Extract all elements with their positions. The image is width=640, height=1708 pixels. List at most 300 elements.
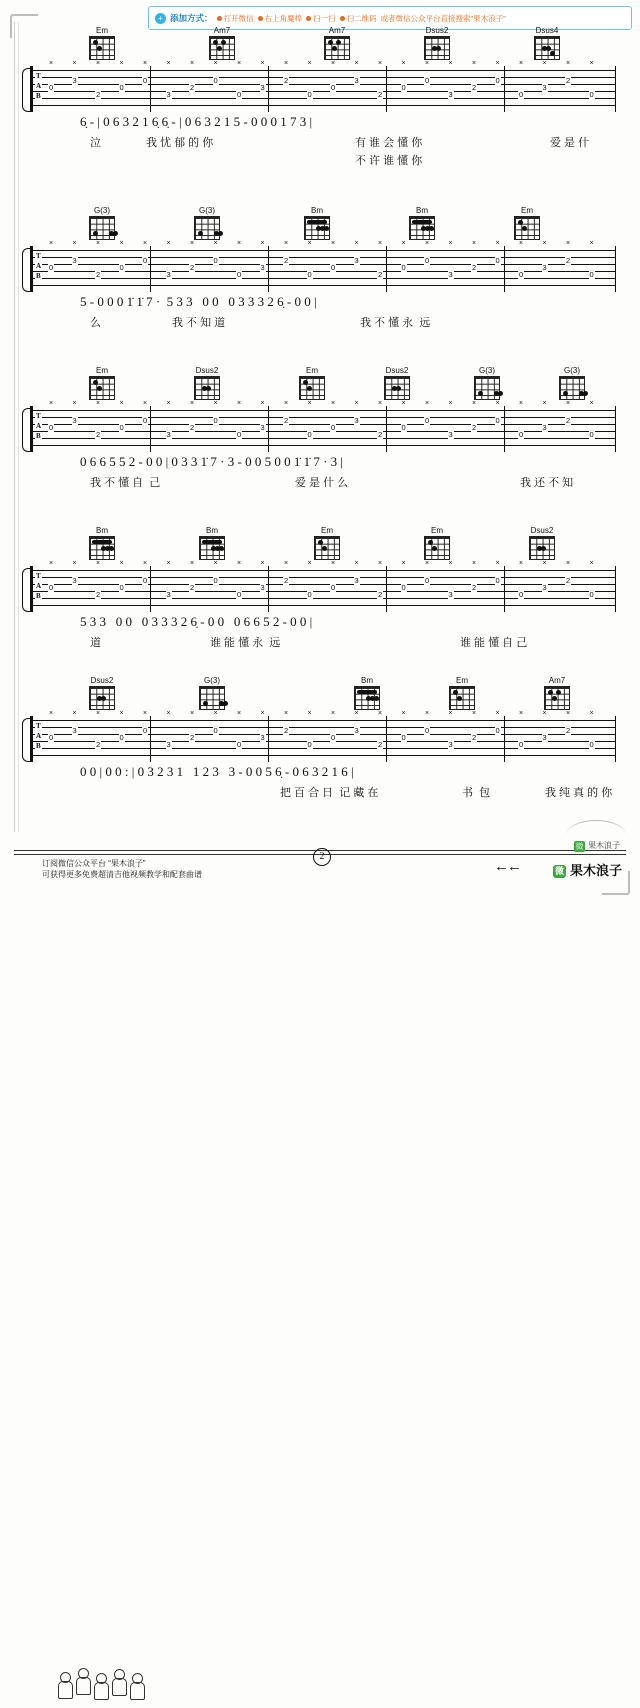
bar-line xyxy=(504,566,505,612)
chord-diagram xyxy=(195,676,229,710)
chord-finger-dot xyxy=(318,540,323,545)
chord-name: Dsus2 xyxy=(90,676,114,685)
chord-diagram-row xyxy=(30,206,615,246)
tab-mute-mark: × xyxy=(72,710,77,717)
chord-name: Dsus2 xyxy=(425,26,449,35)
tab-fret-number: 3 xyxy=(166,590,171,599)
tab-fret-number: 3 xyxy=(260,583,265,592)
numbered-notation-text: 0 6 6 5 5 2 - 0 0 | 0 3 3 1̇ 7 · 3 - 0 0 5 0 0 1̇ 1̇ 7 · 3 | xyxy=(80,454,344,469)
bar-line xyxy=(386,406,387,452)
tab-fret-number: 0 xyxy=(495,416,500,425)
chord-fretboard xyxy=(449,686,475,710)
tab-mute-mark: × xyxy=(495,240,500,247)
chord-fretboard xyxy=(209,36,235,60)
tab-fret-number: 0 xyxy=(143,726,148,735)
tab-fret-number: 0 xyxy=(307,740,312,749)
chord-diagram xyxy=(405,206,439,240)
banner-step-1 xyxy=(217,13,254,24)
bar-line xyxy=(32,716,33,762)
lyric-phrase: 泣 xyxy=(90,137,101,149)
chord-finger-dot xyxy=(336,40,341,45)
bar-line xyxy=(32,406,33,452)
chord-finger-dot xyxy=(432,546,437,551)
chord-finger-dot xyxy=(218,231,223,236)
chord-diagram xyxy=(445,676,479,710)
page-corner-decoration-br xyxy=(602,871,630,895)
banner-tail-text: 或者微信公众平台直接搜索"果木浪子" xyxy=(380,13,506,23)
bar-line xyxy=(268,566,269,612)
tab-mute-mark: × xyxy=(49,60,54,67)
tab-string-line xyxy=(32,77,615,78)
tab-fret-number: 3 xyxy=(72,76,77,85)
chord-name: Em xyxy=(321,526,333,535)
tab-fret-number: 0 xyxy=(519,90,524,99)
tab-string-line xyxy=(32,438,615,439)
tab-clef-b: B xyxy=(36,272,41,280)
tab-string-line xyxy=(32,605,615,606)
tab-mute-mark: × xyxy=(448,240,453,247)
chord-finger-dot xyxy=(221,40,226,45)
tab-fret-number: 0 xyxy=(119,423,124,432)
footer-promo-line-1: 订阅微信公众平台 “果木浪子” xyxy=(42,859,146,868)
tab-string-line xyxy=(32,570,615,571)
tab-fret-number: 3 xyxy=(166,90,171,99)
tab-mute-mark: × xyxy=(166,710,171,717)
tab-mute-mark: × xyxy=(96,240,101,247)
chord-finger-dot xyxy=(498,391,503,396)
chord-name: Am7 xyxy=(548,676,566,685)
tab-mute-mark: × xyxy=(143,240,148,247)
chord-finger-dot xyxy=(518,220,523,225)
lyrics-line xyxy=(30,314,615,332)
chord-name: Bm xyxy=(361,676,373,685)
tab-string-line xyxy=(32,257,615,258)
tab-fret-number: 0 xyxy=(143,576,148,585)
lyric-phrase: 么 xyxy=(90,317,101,329)
chord-diagram xyxy=(310,526,344,560)
bar-line xyxy=(150,406,151,452)
chord-finger-dot xyxy=(556,690,561,695)
tab-mute-mark: × xyxy=(542,240,547,247)
banner-label: 添加方式： xyxy=(170,13,213,23)
tab-mute-mark: × xyxy=(260,560,265,567)
tab-mute-mark: × xyxy=(542,710,547,717)
tab-mute-mark: × xyxy=(143,400,148,407)
arrow-decoration: ←← xyxy=(494,858,520,875)
tab-fret-number: 2 xyxy=(284,256,289,265)
lyrics-line-alt xyxy=(30,152,615,170)
chord-finger-dot xyxy=(522,226,527,231)
tab-clef-a: A xyxy=(36,422,42,430)
tab-fret-number: 0 xyxy=(519,430,524,439)
tab-fret-number: 0 xyxy=(213,726,218,735)
tab-mute-mark: × xyxy=(190,710,195,717)
chord-finger-dot xyxy=(453,690,458,695)
numbered-notation-text: 5 3 3 0 0 0 3 3 3 2 6̣ - 0 0 0 6 6 5 2 - 0 0 | xyxy=(80,614,313,629)
chord-diagram xyxy=(85,26,119,60)
chord-finger-dot xyxy=(101,696,106,701)
bullet-icon xyxy=(258,16,263,21)
tab-mute-mark: × xyxy=(354,240,359,247)
tab-mute-mark: × xyxy=(96,560,101,567)
tab-mute-mark: × xyxy=(566,710,571,717)
chord-finger-dot xyxy=(322,546,327,551)
chord-finger-dot xyxy=(478,391,483,396)
chord-diagram xyxy=(320,26,354,60)
tab-mute-mark: × xyxy=(401,710,406,717)
tab-string-line xyxy=(32,98,615,99)
tab-fret-number: 0 xyxy=(425,576,430,585)
tab-fret-number: 0 xyxy=(589,740,594,749)
tab-mute-mark: × xyxy=(143,60,148,67)
tab-staff xyxy=(30,400,615,452)
tab-mute-mark: × xyxy=(284,400,289,407)
lyric-phrase: 爱 是 什 么 xyxy=(295,477,349,489)
chord-fretboard xyxy=(474,376,500,400)
chord-diagram xyxy=(525,526,559,560)
chord-fretboard xyxy=(194,376,220,400)
tab-fret-number: 3 xyxy=(166,740,171,749)
tab-staff xyxy=(30,710,615,762)
chord-fretboard xyxy=(559,376,585,400)
tab-fret-number: 0 xyxy=(237,590,242,599)
tab-mute-mark: × xyxy=(472,710,477,717)
bar-line xyxy=(615,66,616,112)
tab-fret-number: 3 xyxy=(354,256,359,265)
tab-mute-mark: × xyxy=(237,240,242,247)
tab-mute-mark: × xyxy=(49,560,54,567)
tab-fret-number: 0 xyxy=(331,263,336,272)
banner-step-2-label: 右上角魔棒 xyxy=(264,13,303,23)
tab-mute-mark: × xyxy=(307,710,312,717)
tab-fret-number: 0 xyxy=(49,423,54,432)
tab-string-line xyxy=(32,577,615,578)
tab-fret-number: 0 xyxy=(307,270,312,279)
tab-mute-mark: × xyxy=(49,240,54,247)
tab-mute-mark: × xyxy=(519,400,524,407)
tab-mute-mark: × xyxy=(119,710,124,717)
chord-finger-dot xyxy=(552,696,557,701)
tab-mute-mark: × xyxy=(542,400,547,407)
tab-mute-mark: × xyxy=(307,60,312,67)
bar-line xyxy=(32,246,33,292)
tab-mute-mark: × xyxy=(331,400,336,407)
tab-fret-number: 2 xyxy=(566,76,571,85)
chord-fretboard xyxy=(424,536,450,560)
tab-mute-mark: × xyxy=(566,400,571,407)
tab-mute-mark: × xyxy=(96,400,101,407)
tab-fret-number: 2 xyxy=(190,583,195,592)
chord-name: G(3) xyxy=(479,366,495,375)
tab-mute-mark: × xyxy=(96,60,101,67)
tab-mute-mark: × xyxy=(237,710,242,717)
tab-staff xyxy=(30,60,615,112)
chord-diagram-row xyxy=(30,366,615,406)
chord-finger-dot xyxy=(97,386,102,391)
tab-string-line xyxy=(32,285,615,286)
bar-line xyxy=(615,246,616,292)
tab-fret-number: 0 xyxy=(401,583,406,592)
bar-line xyxy=(504,406,505,452)
lyrics-line xyxy=(30,634,615,652)
banner-step-4 xyxy=(340,13,377,24)
tab-fret-number: 0 xyxy=(495,256,500,265)
tab-mute-mark: × xyxy=(378,710,383,717)
tab-clef-a: A xyxy=(36,582,42,590)
chord-diagram xyxy=(470,366,504,400)
page-left-rule-secondary xyxy=(18,22,19,832)
lyric-phrase: 我 忧 郁 的 你 xyxy=(146,137,214,149)
chord-barre xyxy=(357,690,377,694)
tab-fret-number: 2 xyxy=(190,423,195,432)
tab-mute-mark: × xyxy=(213,710,218,717)
bar-line xyxy=(615,406,616,452)
tab-fret-number: 3 xyxy=(448,740,453,749)
wechat-watermark-label: 果木浪子 xyxy=(588,841,620,850)
chord-name: Em xyxy=(456,676,468,685)
tab-mute-mark: × xyxy=(425,560,430,567)
tab-mute-mark: × xyxy=(143,710,148,717)
tab-mute-mark: × xyxy=(472,400,477,407)
chord-name: Am7 xyxy=(213,26,231,35)
tab-fret-number: 2 xyxy=(472,733,477,742)
tab-mute-mark: × xyxy=(566,240,571,247)
tab-fret-number: 0 xyxy=(49,733,54,742)
tab-string-line xyxy=(32,720,615,721)
tab-mute-mark: × xyxy=(448,710,453,717)
tab-fret-number: 0 xyxy=(331,583,336,592)
brand-label: 果木浪子 xyxy=(569,863,622,878)
chord-name: Em xyxy=(521,206,533,215)
tab-clef-b: B xyxy=(36,592,41,600)
tab-fret-number: 0 xyxy=(425,256,430,265)
bar-line xyxy=(268,716,269,762)
numbered-notation-line xyxy=(30,292,615,314)
tab-clef-t: T xyxy=(36,722,41,730)
tab-fret-number: 2 xyxy=(378,270,383,279)
tab-mute-mark: × xyxy=(331,710,336,717)
chord-name: Dsus2 xyxy=(530,526,554,535)
tab-string-line xyxy=(32,278,615,279)
banner-step-4-label: 扫二维码 xyxy=(346,13,377,23)
tab-mute-mark: × xyxy=(260,400,265,407)
chord-finger-dot xyxy=(546,46,551,51)
tab-mute-mark: × xyxy=(331,60,336,67)
tab-fret-number: 2 xyxy=(472,423,477,432)
chord-name: Am7 xyxy=(328,26,346,35)
bar-line xyxy=(386,246,387,292)
bar-line xyxy=(504,246,505,292)
tab-mute-mark: × xyxy=(589,400,594,407)
tab-mute-mark: × xyxy=(260,710,265,717)
chord-fretboard xyxy=(544,686,570,710)
tab-mute-mark: × xyxy=(284,240,289,247)
chord-diagram xyxy=(555,366,589,400)
chord-name: Dsus2 xyxy=(385,366,409,375)
tab-mute-mark: × xyxy=(425,240,430,247)
chord-fretboard xyxy=(89,376,115,400)
tab-mute-mark: × xyxy=(166,60,171,67)
tab-clef-t: T xyxy=(36,572,41,580)
chord-finger-dot xyxy=(307,386,312,391)
tab-fret-number: 2 xyxy=(566,576,571,585)
tab-fret-number: 0 xyxy=(307,430,312,439)
chord-fretboard xyxy=(199,686,225,710)
tab-fret-number: 0 xyxy=(213,76,218,85)
tab-fret-number: 0 xyxy=(49,83,54,92)
chord-diagram-row xyxy=(30,526,615,566)
tab-fret-number: 0 xyxy=(425,726,430,735)
tab-fret-number: 2 xyxy=(96,270,101,279)
lyric-phrase: 我 不 懂 自 己 xyxy=(90,477,161,489)
chord-finger-dot xyxy=(332,46,337,51)
chord-finger-dot xyxy=(428,540,433,545)
lyric-phrase: 我 还 不 知 xyxy=(520,477,574,489)
chord-diagram-row xyxy=(30,676,615,716)
chord-fretboard xyxy=(89,536,115,560)
chord-diagram xyxy=(420,26,454,60)
tab-mute-mark: × xyxy=(166,240,171,247)
chord-finger-dot xyxy=(550,51,555,56)
chord-finger-dot xyxy=(113,231,118,236)
tab-fret-number: 3 xyxy=(542,733,547,742)
tab-fret-number: 3 xyxy=(260,83,265,92)
lyric-phrase-alt: 不 许 谁 懂 你 xyxy=(355,155,423,167)
numbered-notation-text: 6̣ - | 0 6 3 2 1 6̣ 6̣ - | 0 6 3 2 1 5 - 0 0 0 1 7 3 | xyxy=(80,114,313,129)
tab-mute-mark: × xyxy=(472,560,477,567)
tab-fret-number: 2 xyxy=(472,583,477,592)
tab-fret-number: 0 xyxy=(143,416,148,425)
chord-diagram xyxy=(530,26,564,60)
chord-fretboard xyxy=(534,36,560,60)
tab-clef-t: T xyxy=(36,252,41,260)
music-system xyxy=(30,26,615,170)
tab-mute-mark: × xyxy=(119,60,124,67)
chord-finger-dot xyxy=(219,546,224,551)
chord-name: Em xyxy=(306,366,318,375)
chord-name: Dsus4 xyxy=(535,26,559,35)
tab-mute-mark: × xyxy=(166,400,171,407)
chord-name: Bm xyxy=(311,206,323,215)
tab-fret-number: 0 xyxy=(401,263,406,272)
bar-line xyxy=(268,406,269,452)
bar-line xyxy=(268,246,269,292)
tab-mute-mark: × xyxy=(378,240,383,247)
lyric-phrase: 我 不 懂 永 远 xyxy=(360,317,431,329)
tab-mute-mark: × xyxy=(519,710,524,717)
lyric-phrase: 爱 是 什 xyxy=(550,137,590,149)
banner-step-3-label: 扫一扫 xyxy=(313,13,336,23)
tab-fret-number: 2 xyxy=(566,256,571,265)
bar-line xyxy=(615,566,616,612)
chord-fretboard xyxy=(424,36,450,60)
tab-mute-mark: × xyxy=(401,400,406,407)
tab-mute-mark: × xyxy=(237,400,242,407)
tab-mute-mark: × xyxy=(401,560,406,567)
lyric-phrase: 我 不 知 道 xyxy=(172,317,226,329)
chord-diagram xyxy=(350,676,384,710)
tab-fret-number: 3 xyxy=(448,90,453,99)
chord-finger-dot xyxy=(396,386,401,391)
chord-diagram xyxy=(380,366,414,400)
tab-fret-number: 3 xyxy=(448,590,453,599)
chord-diagram xyxy=(205,26,239,60)
tab-string-line xyxy=(32,250,615,251)
tab-mute-mark: × xyxy=(378,560,383,567)
chord-name: Bm xyxy=(96,526,108,535)
tab-fret-number: 2 xyxy=(378,590,383,599)
numbered-notation-text: 0 0 | 0 0 : | 0 3 2 3 1 1 2 3 3 - 0 0 5 6̣ - 0 6 3 2 1 6 | xyxy=(80,764,354,779)
tab-fret-number: 0 xyxy=(401,83,406,92)
chord-finger-dot xyxy=(563,391,568,396)
tab-fret-number: 2 xyxy=(378,740,383,749)
chord-barre xyxy=(92,540,112,544)
tab-mute-mark: × xyxy=(72,60,77,67)
tab-clef-b: B xyxy=(36,92,41,100)
tab-mute-mark: × xyxy=(354,560,359,567)
tab-fret-number: 3 xyxy=(72,576,77,585)
tab-fret-number: 2 xyxy=(472,83,477,92)
tab-mute-mark: × xyxy=(49,400,54,407)
chord-fretboard xyxy=(324,36,350,60)
tab-mute-mark: × xyxy=(72,400,77,407)
chord-diagram xyxy=(190,206,224,240)
chord-diagram xyxy=(300,206,334,240)
tab-fret-number: 3 xyxy=(542,423,547,432)
tab-fret-number: 3 xyxy=(354,576,359,585)
tab-fret-number: 0 xyxy=(49,263,54,272)
tab-mute-mark: × xyxy=(401,240,406,247)
tab-mute-mark: × xyxy=(589,60,594,67)
tab-fret-number: 3 xyxy=(448,430,453,439)
tab-mute-mark: × xyxy=(354,60,359,67)
tab-mute-mark: × xyxy=(519,560,524,567)
tab-fret-number: 0 xyxy=(119,263,124,272)
tab-fret-number: 2 xyxy=(96,430,101,439)
tab-mute-mark: × xyxy=(166,560,171,567)
tab-fret-number: 3 xyxy=(166,270,171,279)
tab-fret-number: 0 xyxy=(237,270,242,279)
tab-mute-mark: × xyxy=(589,240,594,247)
tab-fret-number: 3 xyxy=(72,726,77,735)
tab-mute-mark: × xyxy=(284,710,289,717)
tab-mute-mark: × xyxy=(119,400,124,407)
tab-mute-mark: × xyxy=(425,710,430,717)
tab-string-line xyxy=(32,417,615,418)
chord-fretboard xyxy=(199,536,225,560)
tab-fret-number: 3 xyxy=(72,416,77,425)
tab-fret-number: 0 xyxy=(589,430,594,439)
numbered-notation-line xyxy=(30,112,615,134)
tab-mute-mark: × xyxy=(213,240,218,247)
tab-fret-number: 3 xyxy=(72,256,77,265)
tab-mute-mark: × xyxy=(307,400,312,407)
tab-mute-mark: × xyxy=(307,560,312,567)
tab-fret-number: 3 xyxy=(542,83,547,92)
tab-fret-number: 2 xyxy=(190,263,195,272)
tab-fret-number: 3 xyxy=(542,583,547,592)
tab-mute-mark: × xyxy=(519,60,524,67)
tab-clef-b: B xyxy=(36,742,41,750)
plus-icon: + xyxy=(155,13,166,24)
tab-mute-mark: × xyxy=(213,560,218,567)
chord-diagram xyxy=(420,526,454,560)
tab-mute-mark: × xyxy=(542,60,547,67)
chord-fretboard xyxy=(89,36,115,60)
tab-fret-number: 2 xyxy=(472,263,477,272)
chord-finger-dot xyxy=(223,701,228,706)
tab-mute-mark: × xyxy=(448,60,453,67)
